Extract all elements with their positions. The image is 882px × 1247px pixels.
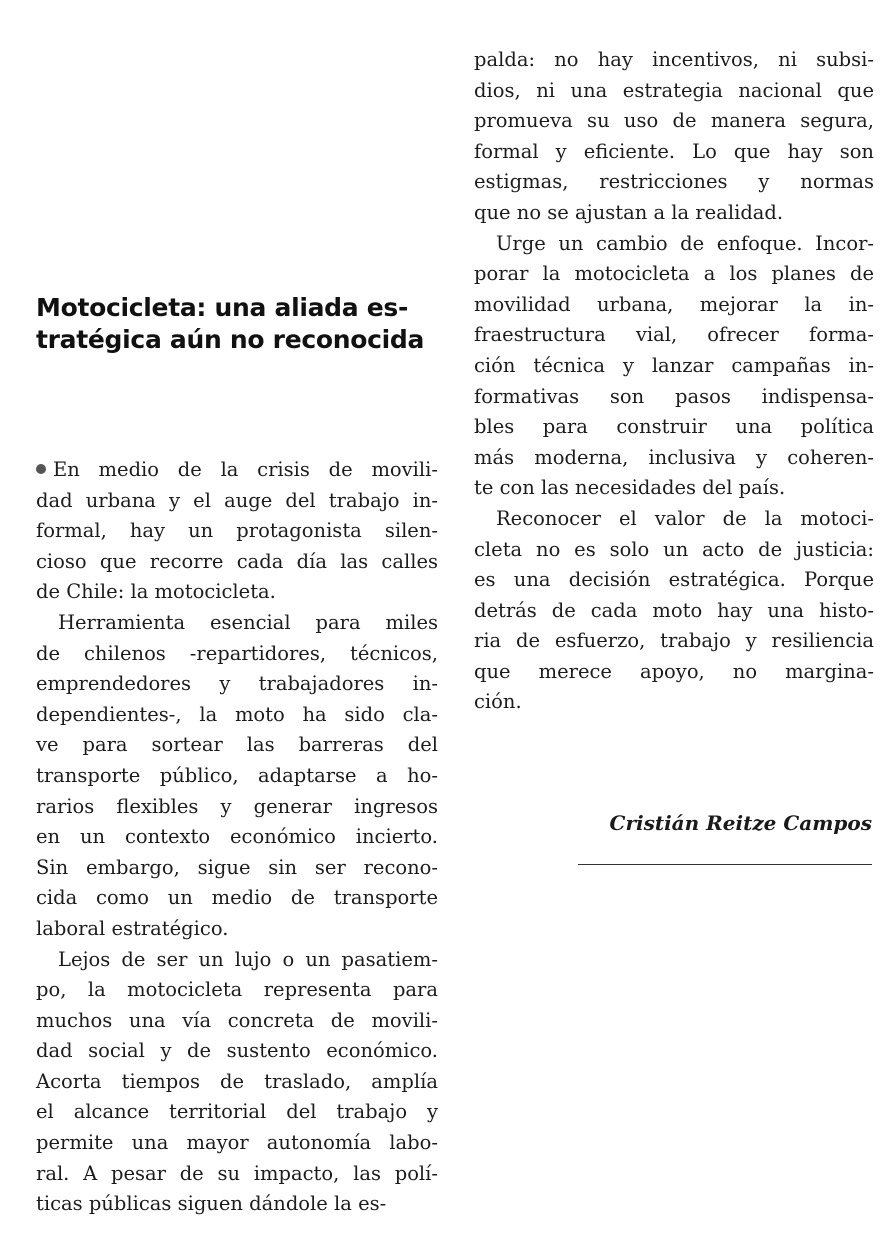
paragraph-line: porar la motocicleta a los planes de — [474, 262, 874, 286]
paragraph-line: es una decisión estratégica. Porque — [474, 568, 874, 592]
paragraph-line: po, la motocicleta representa para — [36, 978, 438, 1002]
paragraph-line: Herramienta esencial para miles — [58, 610, 438, 634]
article-headline — [36, 292, 446, 356]
headline-line-2: tratégica aún no reconocida — [36, 324, 425, 354]
paragraph-line: ral. A pesar de su impacto, las polí- — [36, 1161, 438, 1185]
paragraph-line: bles para construir una política — [474, 415, 874, 439]
paragraph-line: te con las necesidades del país. — [474, 476, 786, 500]
paragraph-line: palda: no hay incentivos, ni subsi- — [474, 48, 874, 71]
paragraph-line: Urge un cambio de enfoque. Incor- — [496, 231, 874, 255]
paragraph-line-text: En medio de la crisis de movili- — [53, 458, 438, 481]
paragraph-line: transporte público, adaptarse a ho- — [36, 763, 438, 787]
paragraph-line: que merece apoyo, no margina- — [474, 659, 874, 683]
paragraph-line: dad social y de sustento económico. — [36, 1039, 438, 1063]
paragraph-line: permite una mayor autonomía labo- — [36, 1131, 438, 1155]
left-column — [36, 455, 438, 1220]
paragraph-line: emprendedores y trabajadores in- — [36, 672, 438, 696]
paragraph-line: el alcance territorial del trabajo y — [36, 1100, 438, 1124]
paragraph-line: formativas son pasos indispensa- — [474, 384, 874, 408]
paragraph-line: movilidad urbana, mejorar la in- — [474, 292, 874, 316]
paragraph-line: cioso que recorre cada día las calles — [36, 549, 438, 573]
paragraph-line: Reconocer el valor de la motoci- — [496, 506, 874, 530]
paragraph-line: ción. — [474, 690, 522, 714]
paragraph-line: cida como un medio de transporte — [36, 886, 438, 910]
paragraph-line: Lejos de ser un lujo o un pasatiem- — [58, 947, 438, 971]
paragraph-line: ria de esfuerzo, trabajo y resiliencia — [474, 629, 874, 653]
paragraph-line: ve para sortear las barreras del — [36, 733, 438, 757]
paragraph-line: dad urbana y el auge del trabajo in- — [36, 488, 438, 512]
right-column — [474, 45, 874, 718]
author-byline: Cristián Reitze Campos — [609, 811, 872, 835]
paragraph-line: Sin embargo, sigue sin ser recono- — [36, 855, 438, 879]
paragraph-line: rarios flexibles y generar ingresos — [36, 794, 438, 818]
paragraph-line: Acorta tiempos de traslado, amplía — [36, 1069, 438, 1093]
paragraph-line: ticas públicas siguen dándole la es- — [36, 1192, 387, 1216]
paragraph-line: en un contexto económico incierto. — [36, 825, 438, 849]
paragraph-line: estigmas, restricciones y normas — [474, 170, 874, 194]
paragraph-line: de Chile: la motocicleta. — [36, 580, 276, 604]
paragraph-line: más moderna, inclusiva y coheren- — [474, 445, 874, 469]
bullet-icon — [36, 464, 46, 474]
paragraph-line: dependientes-, la moto ha sido cla- — [36, 702, 438, 726]
paragraph-line: que no se ajustan a la realidad. — [474, 200, 784, 224]
paragraph-line — [36, 455, 438, 486]
paragraph-line: fraestructura vial, ofrecer forma- — [474, 323, 874, 347]
paragraph-line: cleta no es solo un acto de justicia: — [474, 537, 874, 561]
byline-rule — [578, 864, 872, 865]
paragraph-line: dios, ni una estrategia nacional que — [474, 78, 874, 102]
paragraph-line: detrás de cada moto hay una histo- — [474, 598, 874, 622]
paragraph-line: formal y eficiente. Lo que hay son — [474, 139, 874, 163]
paragraph-line: ción técnica y lanzar campañas in- — [474, 353, 874, 377]
paragraph-line: promueva su uso de manera segura, — [474, 109, 874, 133]
paragraph-line: muchos una vía concreta de movili- — [36, 1008, 438, 1032]
paragraph-line: laboral estratégico. — [36, 916, 229, 940]
paragraph-line: de chilenos -repartidores, técnicos, — [36, 641, 438, 665]
paragraph-line: formal, hay un protagonista silen- — [36, 519, 438, 543]
headline-line-1: Motocicleta: una aliada es- — [36, 292, 409, 322]
